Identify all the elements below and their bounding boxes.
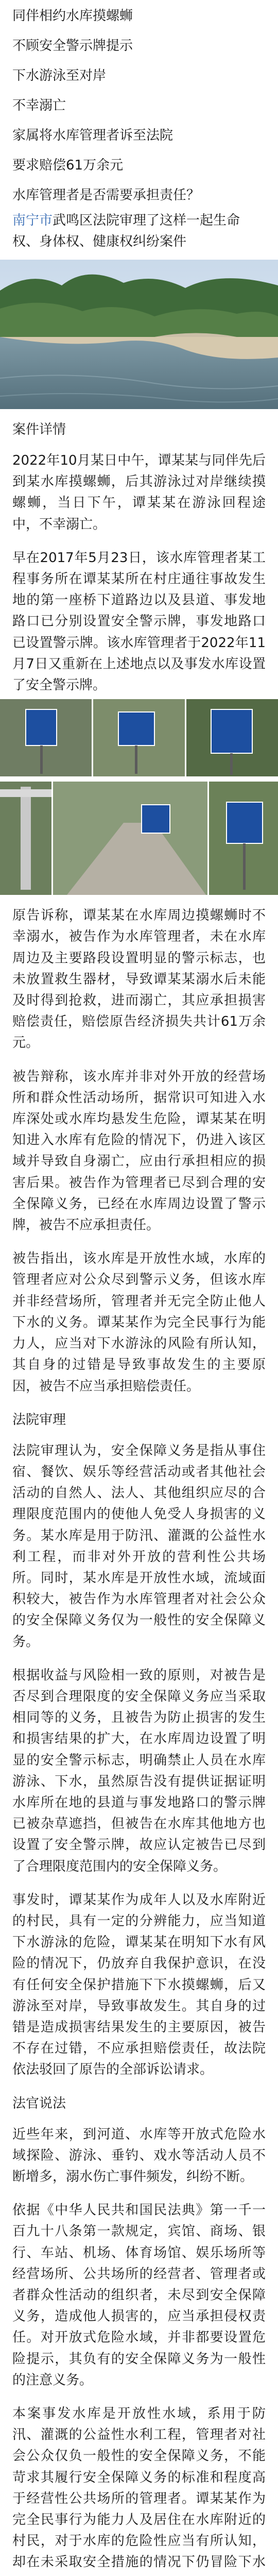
photo-bridge	[0, 782, 51, 895]
trial-paragraph-2: 根据收益与风险相一致的原则，对被告是否尽到合理限度的安全保障义务应当采取相同等的义务，且被告为防止损害的发生和损害结果的扩大，在水库周边设置了明显的安全警示标志，明确禁止人员在水库游泳、下水，虽然原告没有提供证据证明水库所在地的县道与事发地路口的警示牌已被杂草遮挡，但被告在水库其他地方也设置了安全警示牌，故应认定被告已尽到了合理限度范围内的安全保障义务。	[12, 1667, 266, 1874]
court-paragraph-3: 被告指出，该水库是开放性水域，水库的管理者应对公众尽到警示义务，但该水库并非经营场所，管理者并无完全防止他人下水的义务。谭某某作为完全民事行为能力人，应当对下水游泳的风险有所认知，其自身的过错是导致事故发生的主要原因，被告不应当承担赔偿责任。	[12, 1251, 266, 1394]
photo-sign-2	[93, 699, 185, 776]
court-paragraph-2: 被告辩称，该水库并非对外开放的经营场所和群众性活动场所，据常识可知进入水库深处或水库均悬发生危险，谭某某在明知进入水库有危险的情况下，仍进入该区域并导致自身溺亡，应由行承担相应的损害后果。被告作为管理者已尽到合理的安全保障义务，已经在水库周边设置了警示牌，被告不应承担责任。	[12, 1069, 266, 1233]
photo-sign-4	[209, 782, 278, 895]
summary-line: 同伴相约水库摸螺蛳	[12, 8, 133, 24]
section-title-case: 案件详情	[12, 422, 66, 437]
summary-line: 下水游泳至对岸	[12, 68, 107, 83]
photo-road	[53, 782, 207, 895]
summary-line: 不幸溺亡	[12, 98, 66, 113]
section-title-law: 法官说法	[12, 2095, 66, 2111]
trial-paragraph-3: 事发时，谭某某作为成年人以及水库附近的村民，具有一定的分辨能力，应当知道下水游泳的危险，谭某某在明知下水有风险的情况下，仍放弃自我保护意识，在没有任何安全保护措施下下水摸螺蛳，后又游泳至对岸，导致事故发生。其自身的过错是造成损害结果发生的主要原因，被告不存在过错，不应承担赔偿责任，故法院依法驳回了原告的全部诉讼请求。	[12, 1892, 266, 2078]
law-paragraph-2: 依据《中华人民共和国民法典》第一千一百九十八条第一款规定，宾馆、商场、银行、车站、机场、体育场馆、娱乐场所等经营场所、公共场所的经营者、管理者或者群众性活动的组织者，未尽到安全保障义务，造成他人损害的，应当承担侵权责任。对开放式危险水域，并非都要设置危险提示，其负有的安全保障义务为一般性的注意义务。	[12, 2202, 266, 2388]
case-paragraph-2: 早在2017年5月23日，该水库管理者某工程事务所在谭某某所在村庄通往事故发生地的第一座桥下道路边以及县道、事发地路口已分别设置安全警示牌，事发地路口已设置警示牌。该水库管理者于2022年11月7日又重新在上述地点以及事发水库设置了安全警示牌。	[12, 550, 266, 693]
trial-paragraph-1: 法院审理认为，安全保障义务是指从事住宿、餐饮、娱乐等经营活动或者其他社会活动的自然人、法人、其他组织应尽的合理限度范围内的使他人免受人身损害的义务。某水库是用于防汛、灌溉的公益性水利工程，而非对外开放的营利性公共场所。同时，某水库是开放性水域，流域面积较大，被告作为水库管理者对社会公众的安全保障义务仅为一般性的安全保障义务。	[12, 1443, 266, 1650]
warning-sign-gallery	[0, 699, 278, 895]
photo-sign-1	[0, 699, 92, 776]
reservoir-photo	[0, 260, 278, 409]
place-link[interactable]: 南宁市	[12, 213, 53, 228]
case-paragraph-1: 2022年10月某日中午，谭某某与同伴先后到某水库摸螺蛳，后其游泳过对岸继续摸螺蛳，当日下午，谭某某在游泳回程途中，不幸溺亡。	[12, 453, 266, 532]
summary-line: 不顾安全警示牌提示	[12, 38, 133, 54]
court-paragraph-1: 原告诉称，谭某某在水库周边摸螺蛳时不幸溺水，被告作为水库管理者，未在水库周边及主要路段设置明显的警示标志，也未放置救生器材，导致谭某某溺水后未能及时得到抢救，进而溺亡，其应承担损害赔偿责任，赔偿原告经济损失共计61万余元。	[12, 908, 266, 1051]
summary-line: 要求赔偿61万余元	[12, 158, 124, 173]
law-paragraph-1: 近些年来，到河道、水库等开放式危险水域探险、游泳、垂钓、戏水等活动人员不断增多，溺水伤亡事件频发，纠纷不断。	[12, 2126, 266, 2184]
summary-line: 水库管理者是否需要承担责任？	[12, 188, 200, 203]
summary-line: 家属将水库管理者诉至法院	[12, 128, 173, 143]
intro-text: 武鸣区法院审理了这样一起生命权、身体权、健康权纠纷案件	[12, 213, 240, 249]
intro-paragraph	[0, 210, 278, 252]
photo-sign-3	[186, 699, 278, 776]
section-title-trial: 法院审理	[12, 1412, 66, 1428]
law-paragraph-3: 本案事发水库是开放性水域，系用于防汛、灌溉的公益性水利工程，管理者对社会公众仅负一般性的安全保障义务，不能苛求其履行安全保障义务的标准和程度高于经营性公共场所的管理者。谭某某作为完全民事行为能力人及居住在水库附近的村民，对于水库的危险性应当有所认知，却在未采取安全措施的情况下仍冒险下水	[12, 2406, 266, 2570]
header-summary	[0, 0, 278, 210]
